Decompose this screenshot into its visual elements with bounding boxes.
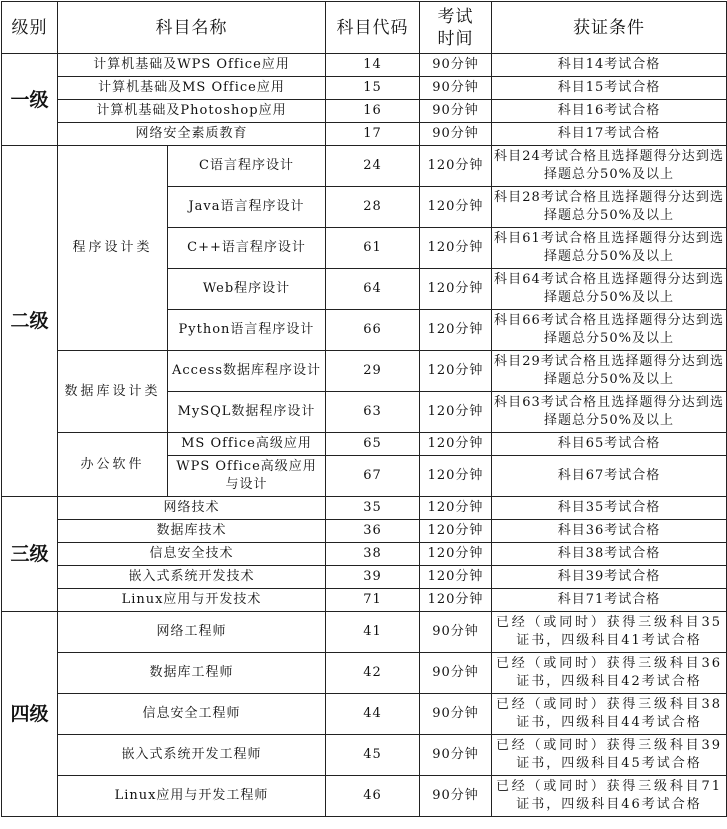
condition: 科目35考试合格	[492, 497, 727, 520]
exam-time: 120分钟	[420, 146, 492, 187]
subject-name: 信息安全工程师	[58, 694, 326, 735]
exam-time: 120分钟	[420, 228, 492, 269]
exam-time: 120分钟	[420, 543, 492, 566]
subject-name: 数据库技术	[58, 520, 326, 543]
condition: 科目64考试合格且选择题得分达到选择题总分50%及以上	[492, 269, 727, 310]
exam-time: 120分钟	[420, 351, 492, 392]
subject-name: 计算机基础及WPS Office应用	[58, 54, 326, 77]
exam-time: 120分钟	[420, 497, 492, 520]
subject-name: 信息安全技术	[58, 543, 326, 566]
condition: 科目17考试合格	[492, 123, 727, 146]
exam-time: 90分钟	[420, 123, 492, 146]
table-row	[2, 100, 727, 123]
level-4-label: 四级	[2, 612, 58, 817]
condition: 科目66考试合格且选择题得分达到选择题总分50%及以上	[492, 310, 727, 351]
subject-code: 64	[326, 269, 420, 310]
subject-code: 39	[326, 566, 420, 589]
condition: 科目24考试合格且选择题得分达到选择题总分50%及以上	[492, 146, 727, 187]
subject-code: 66	[326, 310, 420, 351]
condition: 科目67考试合格	[492, 456, 727, 497]
exam-time: 90分钟	[420, 100, 492, 123]
table-row	[2, 735, 727, 776]
header-certification-condition: 获证条件	[492, 2, 727, 54]
exam-subjects-table	[1, 1, 727, 817]
header-subject-name: 科目名称	[58, 2, 326, 54]
exam-time: 90分钟	[420, 735, 492, 776]
table-row	[2, 497, 727, 520]
table-row	[2, 566, 727, 589]
table-row	[2, 77, 727, 100]
subject-code: 17	[326, 123, 420, 146]
category-programming: 程序设计类	[58, 146, 168, 351]
condition: 科目63考试合格且选择题得分达到选择题总分50%及以上	[492, 392, 727, 433]
subject-name: Java语言程序设计	[168, 187, 326, 228]
subject-name: 网络工程师	[58, 612, 326, 653]
subject-name: Web程序设计	[168, 269, 326, 310]
condition: 科目16考试合格	[492, 100, 727, 123]
condition: 已经（或同时）获得三级科目39证书，四级科目45考试合格	[492, 735, 727, 776]
exam-time: 120分钟	[420, 566, 492, 589]
subject-name: MySQL数据程序设计	[168, 392, 326, 433]
condition: 已经（或同时）获得三级科目71证书，四级科目46考试合格	[492, 776, 727, 817]
subject-name: 网络安全素质教育	[58, 123, 326, 146]
subject-code: 36	[326, 520, 420, 543]
subject-name: C++语言程序设计	[168, 228, 326, 269]
condition: 科目65考试合格	[492, 433, 727, 456]
condition: 已经（或同时）获得三级科目35证书，四级科目41考试合格	[492, 612, 727, 653]
subject-name: 网络技术	[58, 497, 326, 520]
exam-time: 120分钟	[420, 520, 492, 543]
subject-name: WPS Office高级应用与设计	[168, 456, 326, 497]
exam-time: 90分钟	[420, 54, 492, 77]
subject-name: 嵌入式系统开发工程师	[58, 735, 326, 776]
subject-code: 38	[326, 543, 420, 566]
condition: 科目38考试合格	[492, 543, 727, 566]
level-1-label: 一级	[2, 54, 58, 146]
header-level: 级别	[2, 2, 58, 54]
exam-time: 90分钟	[420, 776, 492, 817]
table-row	[2, 351, 727, 392]
subject-code: 44	[326, 694, 420, 735]
category-office: 办公软件	[58, 433, 168, 497]
exam-time: 90分钟	[420, 653, 492, 694]
table-row	[2, 653, 727, 694]
exam-time: 120分钟	[420, 456, 492, 497]
condition: 科目71考试合格	[492, 589, 727, 612]
condition: 科目15考试合格	[492, 77, 727, 100]
header-subject-code: 科目代码	[326, 2, 420, 54]
subject-name: Linux应用与开发技术	[58, 589, 326, 612]
condition: 科目14考试合格	[492, 54, 727, 77]
subject-code: 65	[326, 433, 420, 456]
subject-name: 计算机基础及MS Office应用	[58, 77, 326, 100]
subject-code: 16	[326, 100, 420, 123]
exam-time: 120分钟	[420, 589, 492, 612]
subject-code: 71	[326, 589, 420, 612]
table-row	[2, 543, 727, 566]
subject-name: 计算机基础及Photoshop应用	[58, 100, 326, 123]
subject-code: 24	[326, 146, 420, 187]
subject-code: 61	[326, 228, 420, 269]
exam-time: 90分钟	[420, 612, 492, 653]
subject-code: 63	[326, 392, 420, 433]
condition: 科目28考试合格且选择题得分达到选择题总分50%及以上	[492, 187, 727, 228]
exam-time: 120分钟	[420, 187, 492, 228]
subject-name: 数据库工程师	[58, 653, 326, 694]
table-row	[2, 123, 727, 146]
subject-code: 28	[326, 187, 420, 228]
subject-code: 15	[326, 77, 420, 100]
condition: 科目61考试合格且选择题得分达到选择题总分50%及以上	[492, 228, 727, 269]
condition: 科目29考试合格且选择题得分达到选择题总分50%及以上	[492, 351, 727, 392]
category-database: 数据库设计类	[58, 351, 168, 433]
exam-time: 120分钟	[420, 392, 492, 433]
level-2-label: 二级	[2, 146, 58, 497]
exam-time: 120分钟	[420, 269, 492, 310]
exam-time: 120分钟	[420, 433, 492, 456]
subject-code: 46	[326, 776, 420, 817]
subject-code: 14	[326, 54, 420, 77]
subject-code: 29	[326, 351, 420, 392]
subject-code: 41	[326, 612, 420, 653]
subject-name: MS Office高级应用	[168, 433, 326, 456]
table-row	[2, 694, 727, 735]
subject-code: 67	[326, 456, 420, 497]
level-3-label: 三级	[2, 497, 58, 612]
exam-time: 90分钟	[420, 77, 492, 100]
condition: 科目36考试合格	[492, 520, 727, 543]
subject-code: 42	[326, 653, 420, 694]
subject-name: C语言程序设计	[168, 146, 326, 187]
exam-time: 120分钟	[420, 310, 492, 351]
header-row	[2, 2, 727, 54]
subject-name: Python语言程序设计	[168, 310, 326, 351]
table-row	[2, 146, 727, 187]
subject-name: 嵌入式系统开发技术	[58, 566, 326, 589]
header-exam-time: 考试 时间	[420, 2, 492, 54]
table-row	[2, 54, 727, 77]
condition: 已经（或同时）获得三级科目38证书，四级科目44考试合格	[492, 694, 727, 735]
condition: 科目39考试合格	[492, 566, 727, 589]
table-row	[2, 433, 727, 456]
subject-name: Linux应用与开发工程师	[58, 776, 326, 817]
table-row	[2, 589, 727, 612]
subject-code: 35	[326, 497, 420, 520]
table-row	[2, 612, 727, 653]
table-row	[2, 776, 727, 817]
condition: 已经（或同时）获得三级科目36证书，四级科目42考试合格	[492, 653, 727, 694]
subject-code: 45	[326, 735, 420, 776]
exam-time: 90分钟	[420, 694, 492, 735]
table-row	[2, 520, 727, 543]
subject-name: Access数据库程序设计	[168, 351, 326, 392]
